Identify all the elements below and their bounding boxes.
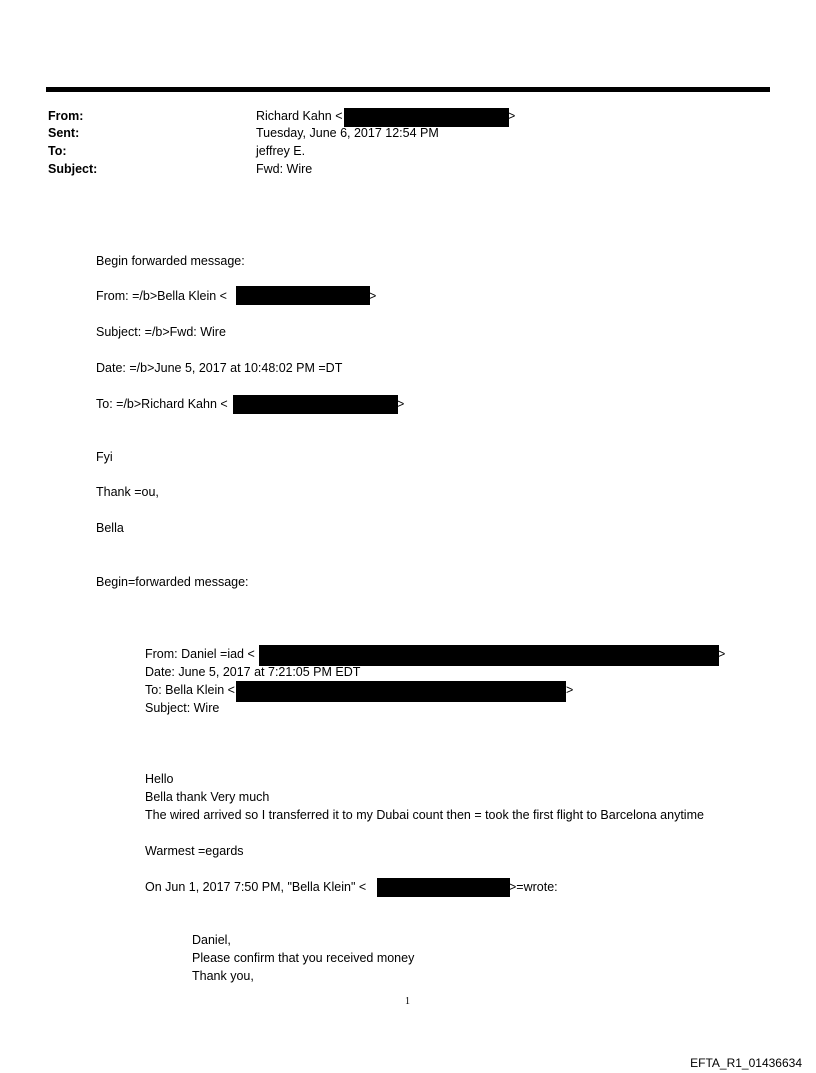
fwd1-fyi: Fyi xyxy=(96,450,113,464)
sent-label: Sent: xyxy=(48,126,80,140)
fwd2-from-close: > xyxy=(718,647,726,661)
redaction-bar xyxy=(344,108,509,127)
fwd2-on-wrote: On Jun 1, 2017 7:50 PM, "Bella Klein" < xyxy=(145,880,367,894)
fwd2-date: Date: June 5, 2017 at 7:21:05 PM EDT xyxy=(145,665,361,679)
fwd1-date: Date: =/b>June 5, 2017 at 10:48:02 PM =DT xyxy=(96,361,343,375)
quoted-greeting: Daniel, xyxy=(192,933,231,947)
header-rule xyxy=(46,87,770,92)
to-value: jeffrey E. xyxy=(256,144,306,158)
fwd1-from: From: =/b>Bella Klein < xyxy=(96,289,227,303)
from-label: From: xyxy=(48,109,84,123)
redaction-bar xyxy=(236,681,566,702)
fwd1-subject: Subject: =/b>Fwd: Wire xyxy=(96,325,226,339)
fwd2-line2: The wired arrived so I transferred it to my Dubai count then = took the first flight to Barcelona anytime xyxy=(145,808,704,822)
document-id: EFTA_R1_01436634 xyxy=(690,1056,802,1070)
begin-forwarded-2: Begin=forwarded message: xyxy=(96,575,249,589)
quoted-line1: Please confirm that you received money xyxy=(192,951,415,965)
fwd2-from: From: Daniel =iad < xyxy=(145,647,255,661)
fwd2-regards: Warmest =egards xyxy=(145,844,244,858)
fwd1-to-close: > xyxy=(397,397,405,411)
fwd2-to: To: Bella Klein < xyxy=(145,683,235,697)
subject-value: Fwd: Wire xyxy=(256,162,313,176)
fwd1-to: To: =/b>Richard Kahn < xyxy=(96,397,228,411)
begin-forwarded: Begin forwarded message: xyxy=(96,254,245,268)
redaction-bar xyxy=(233,395,398,414)
quoted-line2: Thank you, xyxy=(192,969,254,983)
fwd2-on-close: >=wrote: xyxy=(509,880,558,894)
subject-label: Subject: xyxy=(48,162,98,176)
from-value: Richard Kahn < xyxy=(256,109,343,123)
from-close: > xyxy=(508,109,516,123)
fwd1-thanks: Thank =ou, xyxy=(96,485,159,499)
to-label: To: xyxy=(48,144,67,158)
redaction-bar xyxy=(259,645,719,666)
fwd2-hello: Hello xyxy=(145,772,174,786)
fwd1-from-close: > xyxy=(369,289,377,303)
fwd2-to-close: > xyxy=(566,683,574,697)
redaction-bar xyxy=(377,878,510,897)
sent-value: Tuesday, June 6, 2017 12:54 PM xyxy=(256,126,439,140)
redaction-bar xyxy=(236,286,370,305)
fwd1-signature: Bella xyxy=(96,521,124,535)
fwd2-line1: Bella thank Very much xyxy=(145,790,270,804)
page-number: 1 xyxy=(405,996,410,1007)
fwd2-subject: Subject: Wire xyxy=(145,701,220,715)
